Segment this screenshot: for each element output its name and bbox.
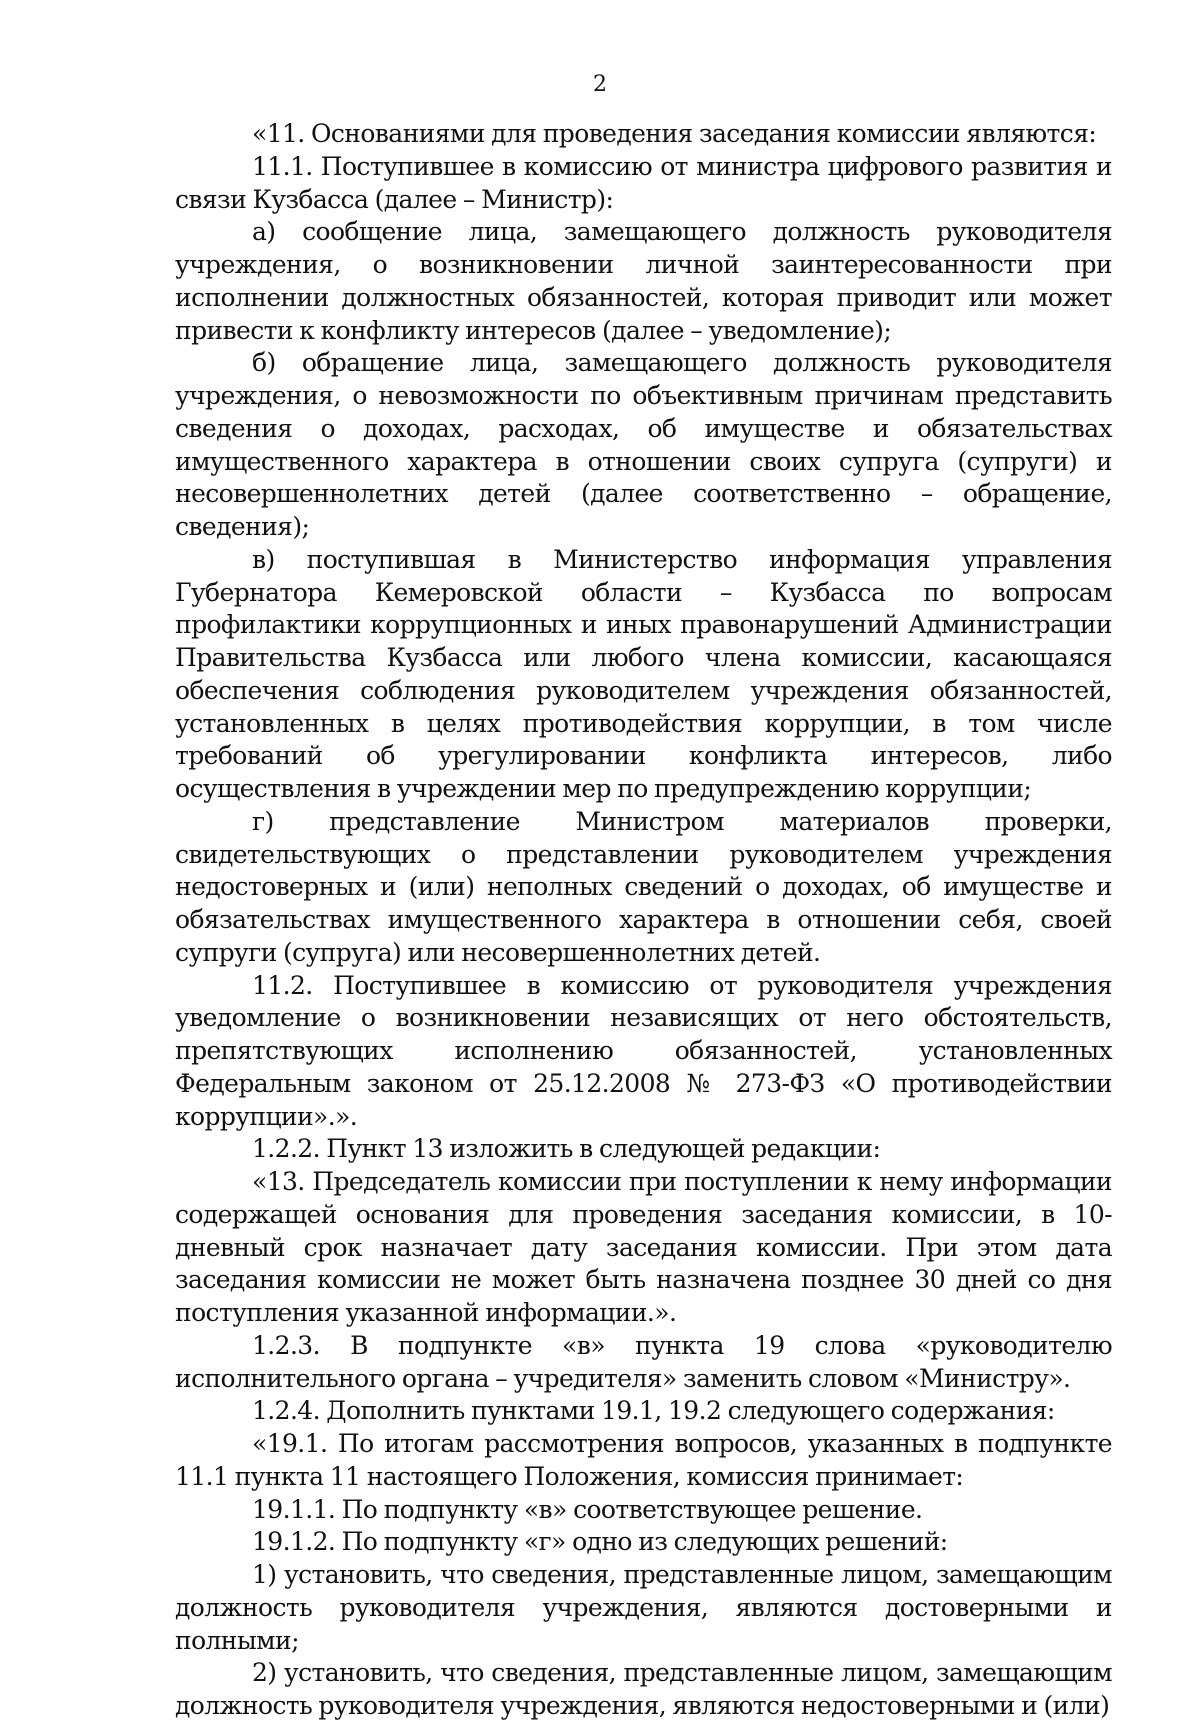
paragraph-decision-2: 2) установить, что сведения, представленные лицом, замещающим должность руководителя учреждения, являются недостоверными и (или) — [175, 1658, 1112, 1720]
page-number: 2 — [593, 72, 607, 97]
paragraph-11-1-a: а) сообщение лица, замещающего должность руководителя учреждения, о возникновении личной заинтересованности при исполнении должностных обязанностей, которая приводит или может привести к конфликту интересов (далее – уведомление); — [175, 217, 1112, 345]
paragraph-19-1-2: 19.1.2. По подпункту «г» одно из следующих решений: — [252, 1527, 948, 1557]
paragraph-decision-1: 1) установить, что сведения, представленные лицом, замещающим должность руководителя учреждения, являются достоверными и полными; — [175, 1560, 1112, 1655]
paragraph-19-1-1: 19.1.1. По подпункту «в» соответствующее решение. — [252, 1494, 923, 1524]
paragraph-11-1: 11.1. Поступившее в комиссию от министра цифрового развития и связи Кузбасса (далее – Министр): — [175, 151, 1112, 214]
paragraph-11-2: 11.2. Поступившее в комиссию от руководителя учреждения уведомление о возникновении независящих от него обстоятельств, препятствующих исполнению обязанностей, установленных Федеральным законом от 25.12.2008 № 273-ФЗ «О противодействии коррупции».». — [175, 970, 1112, 1131]
paragraph-13: «13. Председатель комиссии при поступлении к нему информации содержащей основания для проведения заседания комиссии, в 10-дневный срок назначает дату заседания комиссии. При этом дата заседания комиссии не может быть назначена позднее 30 дней со дня поступления указанной информации.». — [175, 1167, 1112, 1327]
paragraph-1-2-2: 1.2.2. Пункт 13 изложить в следующей редакции: — [252, 1134, 881, 1164]
document-body — [175, 118, 1112, 1723]
paragraph-11-1-b: б) обращение лица, замещающего должность руководителя учреждения, о невозможности по объективным причинам представить сведения о доходах, расходах, об имуществе и обязательствах имущественного характера в отношении своих супруга (супруги) и несовершеннолетних детей (далее соответственно – обращение, сведения); — [175, 348, 1112, 541]
paragraph-11-intro: «11. Основаниями для проведения заседания комиссии являются: — [252, 119, 1097, 148]
paragraph-19-1: «19.1. По итогам рассмотрения вопросов, указанных в подпункте 11.1 пункта 11 настоящего Положения, комиссия принимает: — [175, 1429, 1112, 1491]
paragraph-11-1-v: в) поступившая в Министерство информация управления Губернатора Кемеровской области – Кузбасса по вопросам профилактики коррупционных и иных правонарушений Администрации Правительства Кузбасса или любого члена комиссии, касающаяся обеспечения соблюдения руководителем учреждения обязанностей, установленных в целях противодействия коррупции, в том числе требований об урегулировании конфликта интересов, либо осуществления в учреждении мер по предупреждению коррупции; — [175, 544, 1112, 803]
paragraph-1-2-4: 1.2.4. Дополнить пунктами 19.1, 19.2 следующего содержания: — [252, 1396, 1055, 1426]
paragraph-1-2-3: 1.2.3. В подпункте «в» пункта 19 слова «руководителю исполнительного органа – учредителя» заменить словом «Министру». — [175, 1330, 1112, 1393]
paragraph-11-1-g: г) представление Министром материалов проверки, свидетельствующих о представлении руководителем учреждения недостоверных и (или) неполных сведений о доходах, об имуществе и обязательствах имущественного характера в отношении себя, своей супруги (супруга) или несовершеннолетних детей. — [175, 806, 1112, 967]
